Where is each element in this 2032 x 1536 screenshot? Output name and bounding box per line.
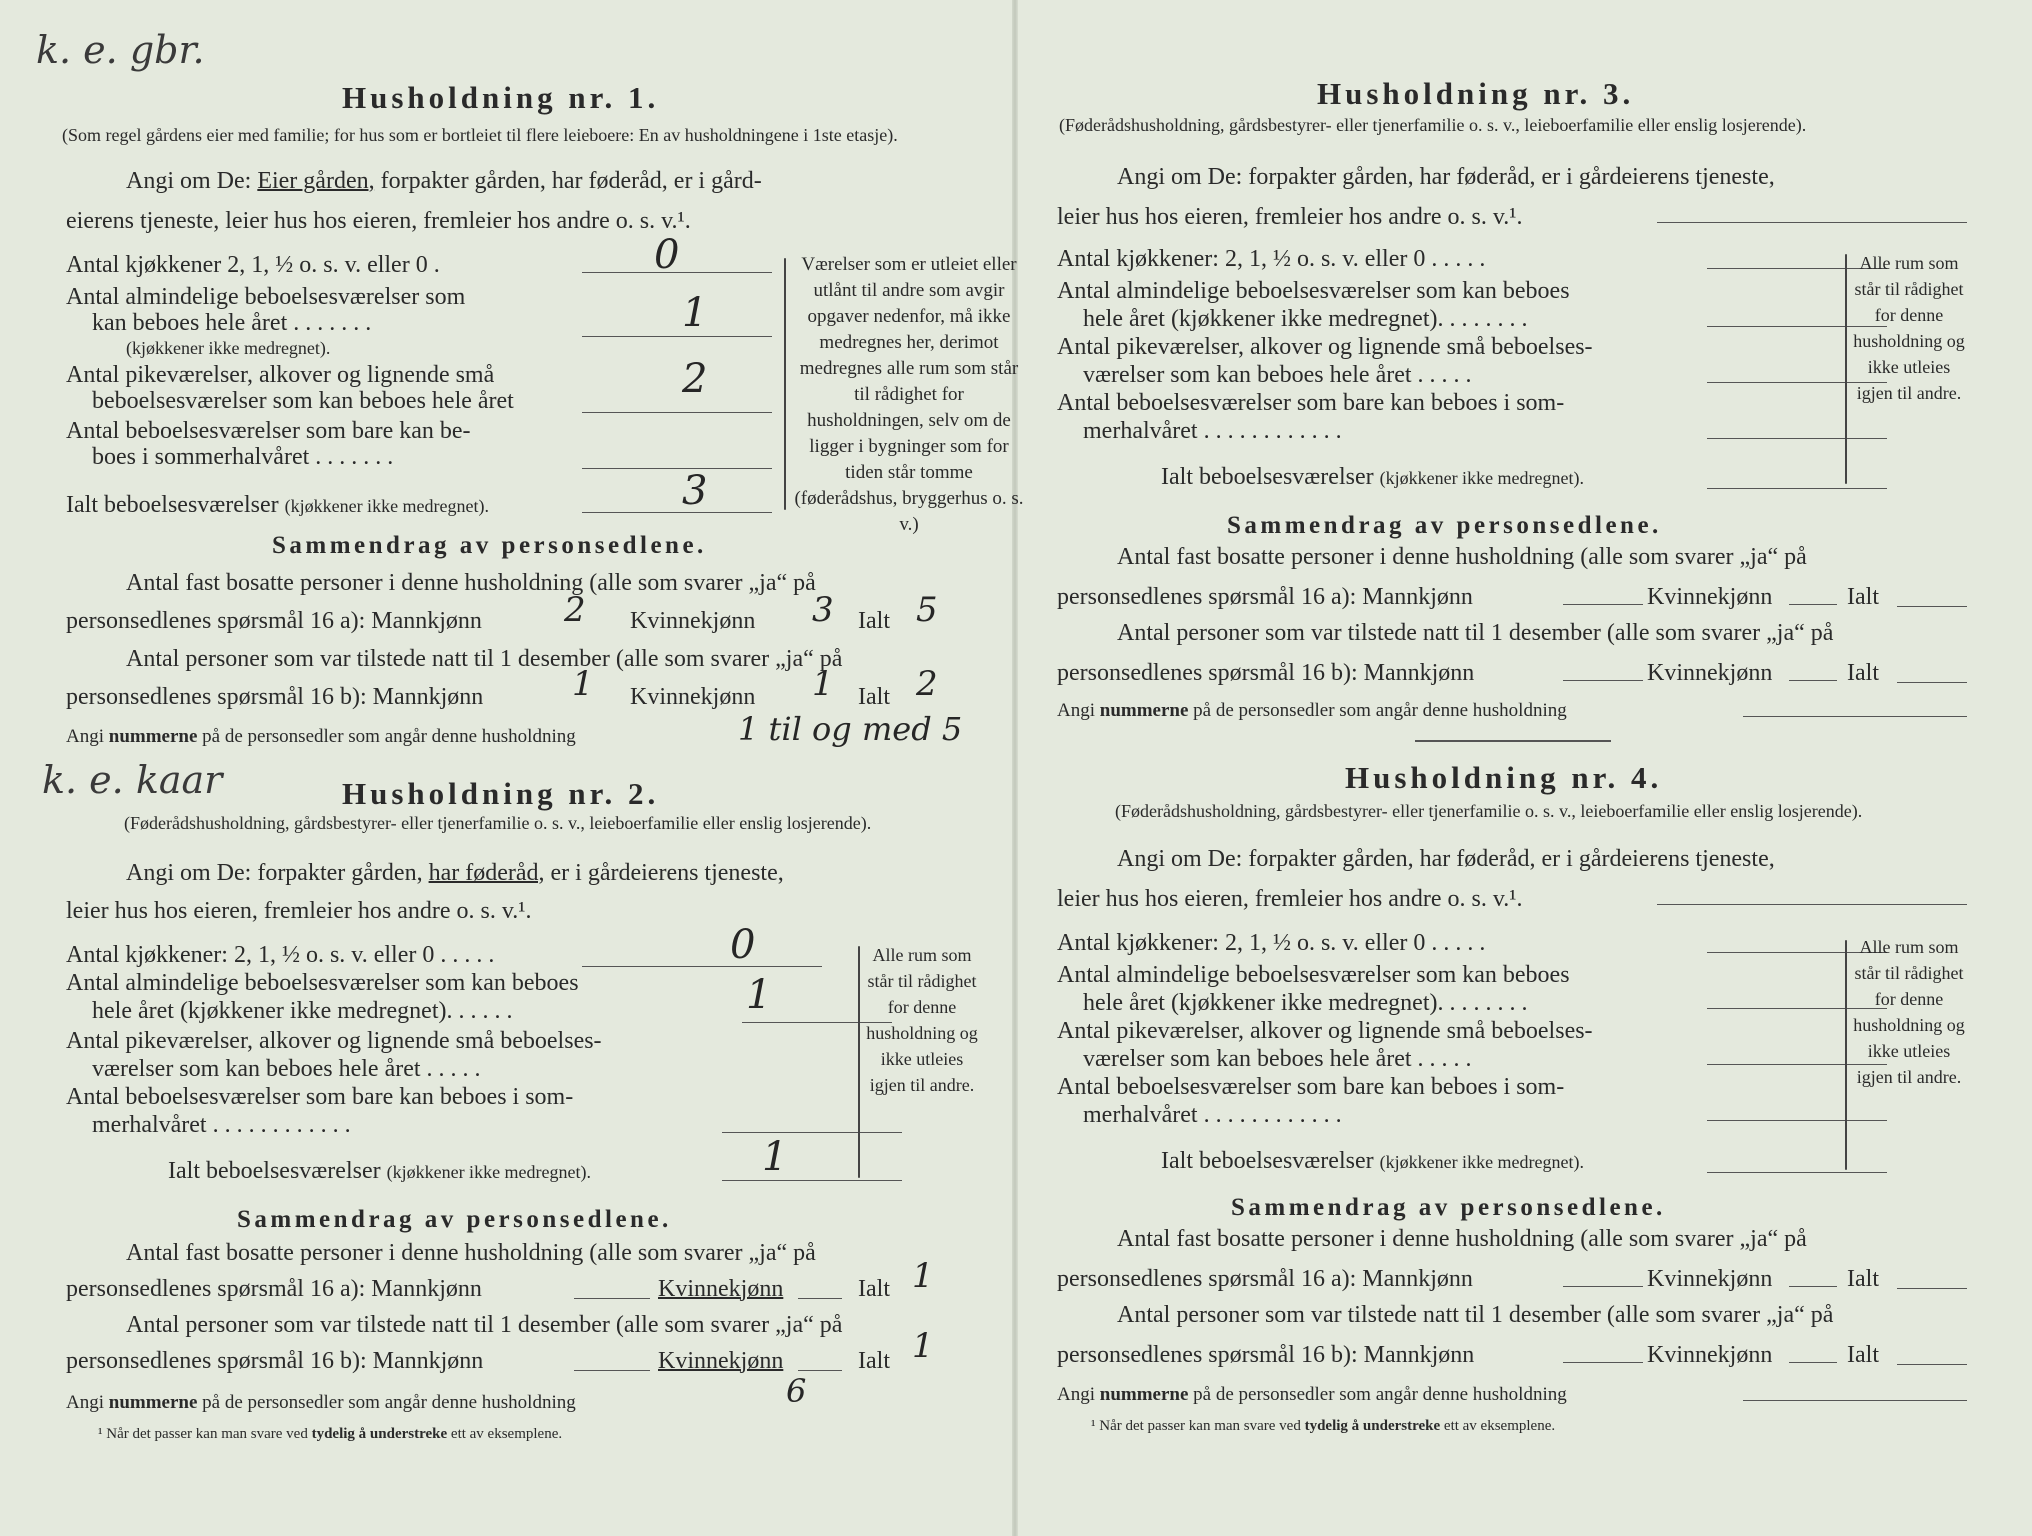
h4-kitchens-label: Antal kjøkkener: 2, 1, ½ o. s. v. eller 0 . . . . . xyxy=(1057,930,1486,956)
household-3-subtitle: (Føderådshusholdning, gårdsbestyrer- eller tjenerfamilie o. s. v., leieboerfamilie eller enslig losjerende). xyxy=(1059,115,1807,135)
h1-rooms-label-c: (kjøkkener ikke medregnet). xyxy=(126,338,331,358)
h3-small-rooms-label-a: Antal pikeværelser, alkover og lignende små beboelses- xyxy=(1057,334,1593,360)
h4-total-label: Ialt beboelsesværelser (kjøkkener ikke medregnet). xyxy=(1161,1148,1585,1174)
h3-rooms-label-a: Antal almindelige beboelsesværelser som kan beboes xyxy=(1057,278,1570,304)
h3-summer-rooms-label-a: Antal beboelsesværelser som bare kan beboes i som- xyxy=(1057,390,1565,416)
h1-s1-female-label: Kvinnekjønn xyxy=(630,608,756,634)
h1-rooms-label-a: Antal almindelige beboelsesværelser som xyxy=(66,284,466,310)
h2-s1-line1: Antal fast bosatte personer i denne husholdning (alle som svarer „ja“ på xyxy=(126,1240,816,1266)
h4-s2-total-label: Ialt xyxy=(1847,1342,1879,1368)
h3-rooms-label-b: hele året (kjøkkener ikke medregnet). . . . . . . . xyxy=(1083,306,1528,332)
h4-side-note: Alle rum som står til rådighet for denne husholdning og ikke utleies igjen til andre. xyxy=(1853,937,1965,1087)
h2-total-line xyxy=(722,1180,902,1181)
h2-s1-total: 1 xyxy=(912,1256,934,1296)
h4-numbers-line xyxy=(1743,1400,1967,1401)
h1-total-value: 3 xyxy=(682,468,708,514)
h3-s2-female-line xyxy=(1789,680,1837,681)
h1-s2-male: 1 xyxy=(572,664,594,704)
h1-s1-total-label: Ialt xyxy=(858,608,890,634)
h3-s2-total-line xyxy=(1897,682,1967,683)
h4-angi-line xyxy=(1657,904,1967,905)
h2-s2-male-line xyxy=(574,1370,650,1371)
h4-s2-female-line xyxy=(1789,1362,1837,1363)
h2-kitchens-line xyxy=(582,966,822,967)
h1-s2-total-label: Ialt xyxy=(858,684,890,710)
h1-side-note: Værelser som er utleiet eller utlånt til andre som avgir opgaver nedenfor, må ikke medregnes her, derimot medregnes alle rum som står til rådighet for husholdningen, selv om de ligger i bygninger som for tiden står tomme (føderådshus, bryggerhus o. s. v.) xyxy=(794,254,1024,535)
h1-rooms-value: 1 xyxy=(682,290,708,336)
h1-summary-title: Sammendrag av personsedlene. xyxy=(272,532,707,559)
household-2-angi-line1: Angi om De: forpakter gården, har føderåd, er i gårdeierens tjeneste, xyxy=(126,860,784,886)
h1-s1-total: 5 xyxy=(916,590,938,630)
h4-s1-female-line xyxy=(1789,1286,1837,1287)
h1-s1-line1: Antal fast bosatte personer i denne husholdning (alle som svarer „ja“ på xyxy=(126,570,816,596)
h1-total-label: Ialt beboelsesværelser (kjøkkener ikke medregnet). xyxy=(66,492,490,518)
h3-total-line xyxy=(1707,488,1887,489)
h4-s1-female-label: Kvinnekjønn xyxy=(1647,1266,1773,1292)
h4-numbers-label: Angi nummerne på de personsedler som angår denne husholdning xyxy=(1057,1384,1567,1405)
h2-s1-line2: personsedlenes spørsmål 16 a): Mannkjønn xyxy=(66,1276,482,1302)
h4-s1-line2: personsedlenes spørsmål 16 a): Mannkjønn xyxy=(1057,1266,1473,1292)
h4-s2-female-label: Kvinnekjønn xyxy=(1647,1342,1773,1368)
household-1-angi-line2: eierens tjeneste, leier hus hos eieren, fremleier hos andre o. s. v.¹. xyxy=(66,208,691,234)
h1-summer-rooms-line xyxy=(582,468,772,469)
household-4-subtitle: (Føderådshusholdning, gårdsbestyrer- eller tjenerfamilie o. s. v., leieboerfamilie eller enslig losjerende). xyxy=(1115,801,1863,821)
h3-kitchens-label: Antal kjøkkener: 2, 1, ½ o. s. v. eller 0 . . . . . xyxy=(1057,246,1486,272)
h4-s2-line2: personsedlenes spørsmål 16 b): Mannkjønn xyxy=(1057,1342,1475,1368)
h4-brace xyxy=(1845,940,1847,1170)
h2-s2-female-label: Kvinnekjønn xyxy=(658,1348,784,1374)
h2-summer-rooms-line xyxy=(722,1132,902,1133)
h4-s1-male-line xyxy=(1563,1286,1643,1287)
h2-s1-female-line xyxy=(798,1298,842,1299)
h2-small-rooms-label-a: Antal pikeværelser, alkover og lignende små beboelses- xyxy=(66,1028,602,1054)
household-3-title: Husholdning nr. 3. xyxy=(1317,76,1635,111)
household-1-subtitle: (Som regel gårdens eier med familie; for hus som er bortleiet til flere leieboere: En av husholdningene i 1ste etasje). xyxy=(62,125,898,145)
handwritten-annotation-middle: k. e. kaar xyxy=(42,758,223,802)
h2-summary-title: Sammendrag av personsedlene. xyxy=(237,1206,672,1233)
h3-s2-total-label: Ialt xyxy=(1847,660,1879,686)
h1-s2-female-label: Kvinnekjønn xyxy=(630,684,756,710)
h4-rooms-label-b: hele året (kjøkkener ikke medregnet). . . . . . . . xyxy=(1083,990,1528,1016)
h4-summer-rooms-line xyxy=(1707,1120,1887,1121)
h1-kitchens-value: 0 xyxy=(654,232,680,278)
underlined-option: Eier gården, xyxy=(257,168,375,194)
h2-total-label: Ialt beboelsesværelser (kjøkkener ikke medregnet). xyxy=(168,1158,592,1184)
h4-small-rooms-label-b: værelser som kan beboes hele året . . . . . xyxy=(1083,1046,1472,1072)
h2-footnote: ¹ Når det passer kan man svare ved tydelig å understreke ett av eksemplene. xyxy=(98,1426,563,1442)
h4-s1-total-label: Ialt xyxy=(1847,1266,1879,1292)
h1-s1-line2: personsedlenes spørsmål 16 a): Mannkjønn xyxy=(66,608,482,634)
h1-rooms-line xyxy=(582,336,772,337)
h4-summer-rooms-label-b: merhalvåret . . . . . . . . . . . . xyxy=(1083,1102,1342,1128)
h1-summer-rooms-label-a: Antal beboelsesværelser som bare kan be- xyxy=(66,418,471,444)
h3-summer-rooms-label-b: merhalvåret . . . . . . . . . . . . xyxy=(1083,418,1342,444)
h3-summer-rooms-line xyxy=(1707,438,1887,439)
h3-angi-line xyxy=(1657,222,1967,223)
h1-kitchens-label: Antal kjøkkener 2, 1, ½ o. s. v. eller 0 . xyxy=(66,252,440,278)
h1-small-rooms-value: 2 xyxy=(682,356,708,402)
h4-summary-title: Sammendrag av personsedlene. xyxy=(1231,1194,1666,1221)
h3-s1-line1: Antal fast bosatte personer i denne husholdning (alle som svarer „ja“ på xyxy=(1117,544,1807,570)
h1-numbers-label: Angi nummerne på de personsedler som angår denne husholdning xyxy=(66,726,576,747)
h1-s2-line1: Antal personer som var tilstede natt til 1 desember (alle som svarer „ja“ på xyxy=(126,646,843,672)
h3-summary-title: Sammendrag av personsedlene. xyxy=(1227,512,1662,539)
h1-s1-female: 3 xyxy=(812,590,834,630)
h1-s1-male: 2 xyxy=(564,590,586,630)
h2-s2-line2: personsedlenes spørsmål 16 b): Mannkjønn xyxy=(66,1348,484,1374)
h4-total-line xyxy=(1707,1172,1887,1173)
h3-s1-total-label: Ialt xyxy=(1847,584,1879,610)
household-4-angi-line2: leier hus hos eieren, fremleier hos andre o. s. v.¹. xyxy=(1057,886,1523,912)
h1-small-rooms-label-b: beboelsesværelser som kan beboes hele året xyxy=(92,388,514,414)
h3-s2-female-label: Kvinnekjønn xyxy=(1647,660,1773,686)
handwritten-annotation-top: k. e. gbr. xyxy=(36,28,205,72)
h1-total-line xyxy=(582,512,772,513)
h4-rooms-label-a: Antal almindelige beboelsesværelser som kan beboes xyxy=(1057,962,1570,988)
underlined-option: har føderåd, xyxy=(428,860,545,886)
h3-s1-female-label: Kvinnekjønn xyxy=(1647,584,1773,610)
household-3-angi-line1: Angi om De: forpakter gården, har føderåd, er i gårdeierens tjeneste, xyxy=(1117,164,1775,190)
h2-summer-rooms-label-a: Antal beboelsesværelser som bare kan beboes i som- xyxy=(66,1084,574,1110)
household-4-title: Husholdning nr. 4. xyxy=(1345,760,1663,795)
h1-summer-rooms-label-b: boes i sommerhalvåret . . . . . . . xyxy=(92,444,394,470)
h3-numbers-label: Angi nummerne på de personsedler som angår denne husholdning xyxy=(1057,700,1567,721)
h3-small-rooms-label-b: værelser som kan beboes hele året . . . . . xyxy=(1083,362,1472,388)
h4-footnote: ¹ Når det passer kan man svare ved tydelig å understreke ett av eksemplene. xyxy=(1091,1418,1556,1434)
h2-kitchens-label: Antal kjøkkener: 2, 1, ½ o. s. v. eller 0 . . . . . xyxy=(66,942,495,968)
h1-small-rooms-label-a: Antal pikeværelser, alkover og lignende små xyxy=(66,362,495,388)
household-2-angi-line2: leier hus hos eieren, fremleier hos andre o. s. v.¹. xyxy=(66,898,532,924)
h3-side-note: Alle rum som står til rådighet for denne husholdning og ikke utleies igjen til andre. xyxy=(1853,253,1965,403)
h2-rooms-value: 1 xyxy=(746,972,772,1018)
h4-s1-total-line xyxy=(1897,1288,1967,1289)
h1-brace xyxy=(784,258,786,510)
page-fold xyxy=(1012,0,1018,1536)
h4-s2-total-line xyxy=(1897,1364,1967,1365)
household-2-title: Husholdning nr. 2. xyxy=(342,776,660,811)
h2-brace xyxy=(858,946,860,1178)
h1-s2-total: 2 xyxy=(916,664,938,704)
household-4-angi-line1: Angi om De: forpakter gården, har føderåd, er i gårdeierens tjeneste, xyxy=(1117,846,1775,872)
left-page xyxy=(36,0,1024,1536)
h3-numbers-line xyxy=(1743,716,1967,717)
h4-s1-line1: Antal fast bosatte personer i denne husholdning (alle som svarer „ja“ på xyxy=(1117,1226,1807,1252)
h4-s2-line1: Antal personer som var tilstede natt til 1 desember (alle som svarer „ja“ på xyxy=(1117,1302,1834,1328)
h2-side-note: Alle rum som står til rådighet for denne husholdning og ikke utleies igjen til andre. xyxy=(866,945,978,1095)
h2-s2-line1: Antal personer som var tilstede natt til 1 desember (alle som svarer „ja“ på xyxy=(126,1312,843,1338)
h1-small-rooms-line xyxy=(582,412,772,413)
section-divider xyxy=(1415,740,1611,742)
h3-s2-line1: Antal personer som var tilstede natt til 1 desember (alle som svarer „ja“ på xyxy=(1117,620,1834,646)
household-2-subtitle: (Føderådshusholdning, gårdsbestyrer- eller tjenerfamilie o. s. v., leieboerfamilie eller enslig losjerende). xyxy=(124,813,872,833)
h2-numbers-label: Angi nummerne på de personsedler som angår denne husholdning xyxy=(66,1392,576,1413)
h4-s2-male-line xyxy=(1563,1362,1643,1363)
h4-summer-rooms-label-a: Antal beboelsesværelser som bare kan beboes i som- xyxy=(1057,1074,1565,1100)
h2-s2-total-label: Ialt xyxy=(858,1348,890,1374)
h1-rooms-label-b: kan beboes hele året . . . . . . . xyxy=(92,310,372,336)
h3-s1-female-line xyxy=(1789,604,1837,605)
h3-s2-male-line xyxy=(1563,680,1643,681)
h3-s1-total-line xyxy=(1897,606,1967,607)
h1-numbers-value: 1 til og med 5 xyxy=(738,710,963,748)
h2-s2-total: 1 xyxy=(912,1326,934,1366)
h2-summer-rooms-label-b: merhalvåret . . . . . . . . . . . . xyxy=(92,1112,351,1138)
h2-small-rooms-label-b: værelser som kan beboes hele året . . . . . xyxy=(92,1056,481,1082)
h2-rooms-label-b: hele året (kjøkkener ikke medregnet). . . . . . xyxy=(92,998,513,1024)
h1-s2-line2: personsedlenes spørsmål 16 b): Mannkjønn xyxy=(66,684,484,710)
h3-s1-male-line xyxy=(1563,604,1643,605)
h4-small-rooms-label-a: Antal pikeværelser, alkover og lignende små beboelses- xyxy=(1057,1018,1593,1044)
h3-total-label: Ialt beboelsesværelser (kjøkkener ikke medregnet). xyxy=(1161,464,1585,490)
h2-s1-female-label: Kvinnekjønn xyxy=(658,1276,784,1302)
h1-s2-female: 1 xyxy=(812,664,834,704)
h2-s2-female-line xyxy=(798,1370,842,1371)
household-1-title: Husholdning nr. 1. xyxy=(342,80,660,115)
h2-total-value: 1 xyxy=(762,1134,788,1180)
h3-s1-line2: personsedlenes spørsmål 16 a): Mannkjønn xyxy=(1057,584,1473,610)
household-3-angi-line2: leier hus hos eieren, fremleier hos andre o. s. v.¹. xyxy=(1057,204,1523,230)
h3-brace xyxy=(1845,254,1847,484)
right-page xyxy=(1055,0,1970,1536)
h2-kitchens-value: 0 xyxy=(730,922,756,968)
household-1-angi-line1: Angi om De: Eier gården, forpakter gården, har føderåd, er i gård- xyxy=(126,168,762,194)
h2-s1-total-label: Ialt xyxy=(858,1276,890,1302)
h2-numbers-value: 6 xyxy=(786,1372,807,1410)
h2-rooms-label-a: Antal almindelige beboelsesværelser som kan beboes xyxy=(66,970,579,996)
h2-s1-male-line xyxy=(574,1298,650,1299)
h3-s2-line2: personsedlenes spørsmål 16 b): Mannkjønn xyxy=(1057,660,1475,686)
